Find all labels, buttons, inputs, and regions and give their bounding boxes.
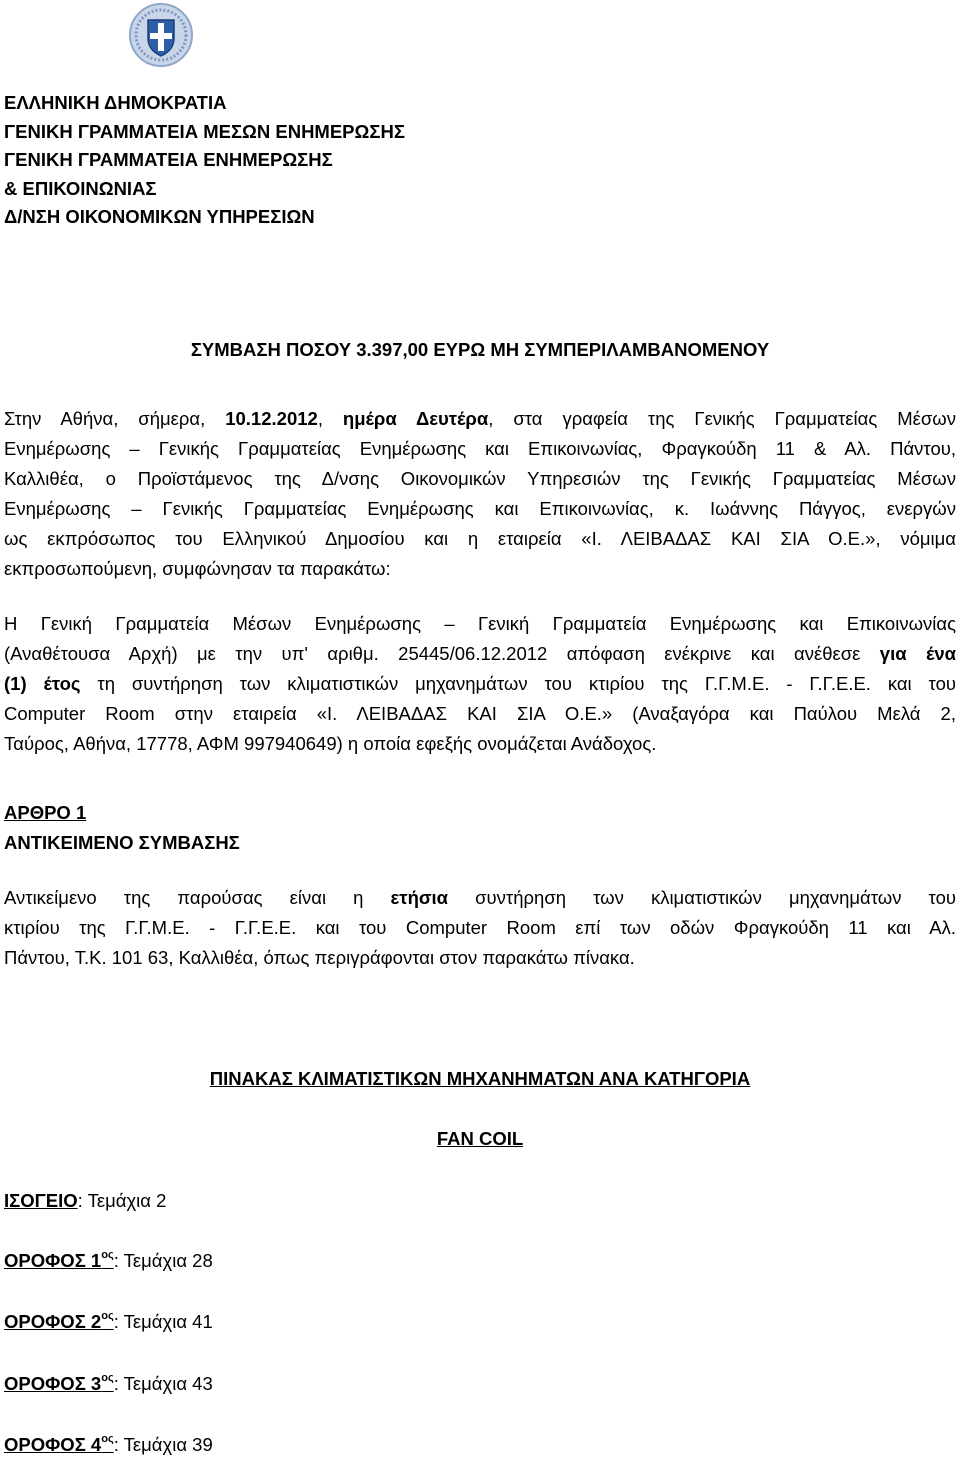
category-title: FAN COIL	[436, 1128, 524, 1149]
paragraph-line: εκπροσωπούμενη, συμφώνησαν τα παρακάτω:	[4, 558, 391, 579]
annual-emphasis: ετήσια	[390, 887, 449, 908]
ordinal-suffix: ος	[101, 1310, 114, 1322]
text-run: συντήρηση των κλιματιστικών μηχανημάτων του	[448, 887, 956, 908]
assignment-paragraph	[4, 609, 956, 759]
paragraph-line: Ενημέρωσης – Γενικής Γραμματείας Ενημέρωσης και Επικοινωνίας, κ. Ιωάννης Πάγγος, ενεργών	[4, 498, 956, 519]
contract-title: ΣΥΜΒΑΣΗ ΠΟΣΟΥ 3.397,00 ΕΥΡΩ ΜΗ ΣΥΜΠΕΡΙΛΑΜΒΑΝΟΜΕΝΟΥ	[190, 339, 770, 360]
text-run: ,	[317, 408, 343, 429]
paragraph-line: κτιρίου της Γ.Γ.Μ.Ε. - Γ.Γ.Ε.Ε. και του Computer Room επί των οδών Φραγκούδη 11 και Αλ.	[4, 917, 956, 938]
floor-name: ΟΡΟΦΟΣ 4	[4, 1434, 102, 1455]
floor-count: : Τεμάχια 28	[113, 1250, 213, 1271]
paragraph-line: Καλλιθέα, ο Προϊστάμενος της Δ/νσης Οικονομικών Υπηρεσιών της Γενικής Γραμματείας Μέσων	[4, 468, 956, 489]
article-subject: ΑΝΤΙΚΕΙΜΕΝΟ ΣΥΜΒΑΣΗΣ	[4, 832, 240, 853]
paragraph-line	[4, 404, 956, 434]
text-run: (Αναθέτουσα Αρχή) με την υπ' αριθμ. 25445/06.12.2012 απόφαση ενέκρινε και ανέθεσε	[4, 643, 880, 664]
floor-entry-1	[4, 1248, 213, 1274]
floor-count: : Τεμάχια 41	[113, 1311, 213, 1332]
paragraph-line: Ενημέρωσης – Γενικής Γραμματείας Ενημέρωσης και Επικοινωνίας, Φραγκούδη 11 & Αλ. Πάντου,	[4, 438, 956, 459]
floor-name: ΟΡΟΦΟΣ 1	[4, 1250, 102, 1271]
paragraph-line: Πάντου, Τ.Κ. 101 63, Καλλιθέα, όπως περιγράφονται στον παρακάτω πίνακα.	[4, 947, 635, 968]
header-line: ΓΕΝΙΚΗ ΓΡΑΜΜΑΤΕΙΑ ΜΕΣΩΝ ΕΝΗΜΕΡΩΣΗΣ	[4, 120, 405, 142]
ordinal-suffix: ος	[101, 1249, 114, 1261]
floor-label	[4, 1373, 114, 1394]
header-line: & ΕΠΙΚΟΙΝΩΝΙΑΣ	[4, 177, 157, 199]
paragraph-line: Computer Room στην εταιρεία «Ι. ΛΕΙΒΑΔΑΣ ΚΑΙ ΣΙΑ Ο.Ε.» (Αναξαγόρα και Παύλου Μελά 2,	[4, 703, 956, 724]
equipment-table-title: ΠΙΝΑΚΑΣ ΚΛΙΜΑΤΙΣΤΙΚΩΝ ΜΗΧΑΝΗΜΑΤΩΝ ΑΝΑ ΚΑΤΗΓΟΡΙΑ	[209, 1068, 751, 1089]
text-run: τη συντήρηση των κλιματιστικών μηχανημάτων του κτιρίου της Γ.Γ.Μ.Ε. - Γ.Γ.Ε.Ε. και του	[80, 673, 956, 694]
paragraph-line: Ταύρος, Αθήνα, 17778, ΑΦΜ 997940649) η οποία εφεξής ονομάζεται Ανάδοχος.	[4, 733, 657, 754]
intro-paragraph	[4, 404, 956, 584]
paragraph-line: Η Γενική Γραμματεία Μέσων Ενημέρωσης – Γενική Γραμματεία Ενημέρωσης και Επικοινωνίας	[4, 613, 956, 634]
text-run: Αντικείμενο της παρούσας είναι η	[4, 887, 391, 908]
floor-name: ΟΡΟΦΟΣ 2	[4, 1311, 102, 1332]
floor-entry-2	[4, 1309, 213, 1335]
article-number: ΑΡΘΡΟ 1	[4, 802, 87, 823]
text-run: , στα γραφεία της Γενικής Γραμματείας Μέσων	[488, 408, 956, 429]
floor-label	[4, 1434, 114, 1455]
floor-count: : Τεμάχια 2	[77, 1190, 167, 1211]
floor-entry-ground	[4, 1188, 166, 1214]
ordinal-suffix: ος	[101, 1433, 114, 1445]
contract-day: ημέρα Δευτέρα	[342, 408, 489, 429]
floor-label: ΙΣΟΓΕΙΟ	[4, 1190, 78, 1211]
paragraph-line	[4, 883, 956, 913]
floor-entry-3	[4, 1371, 213, 1397]
paragraph-line: ως εκπρόσωπος του Ελληνικού Δημοσίου και η εταιρεία «Ι. ΛΕΙΒΑΔΑΣ ΚΑΙ ΣΙΑ Ο.Ε.», νόμιμα	[4, 528, 956, 549]
ordinal-suffix: ος	[101, 1372, 114, 1384]
coat-of-arms-icon	[128, 2, 194, 68]
floor-entry-4	[4, 1432, 213, 1458]
paragraph-line	[4, 669, 956, 699]
subject-paragraph	[4, 883, 956, 973]
header-line: Δ/ΝΣΗ ΟΙΚΟΝΟΜΙΚΩΝ ΥΠΗΡΕΣΙΩΝ	[4, 206, 315, 227]
floor-count: : Τεμάχια 39	[113, 1434, 213, 1455]
header-line: ΕΛΛΗΝΙΚΗ ΔΗΜΟΚΡΑΤΙΑ	[4, 92, 227, 113]
contract-date: 10.12.2012	[225, 408, 318, 429]
floor-count: : Τεμάχια 43	[113, 1373, 213, 1394]
floor-label	[4, 1250, 114, 1271]
text-run: Στην Αθήνα, σήμερα,	[4, 408, 226, 429]
paragraph-line	[4, 639, 956, 669]
issuing-authority-header	[4, 89, 405, 232]
floor-label	[4, 1311, 114, 1332]
header-line: ΓΕΝΙΚΗ ΓΡΑΜΜΑΤΕΙΑ ΕΝΗΜΕΡΩΣΗΣ	[4, 149, 333, 170]
duration-emphasis: για ένα	[879, 643, 956, 664]
duration-emphasis: (1) έτος	[4, 673, 81, 694]
floor-name: ΟΡΟΦΟΣ 3	[4, 1373, 102, 1394]
